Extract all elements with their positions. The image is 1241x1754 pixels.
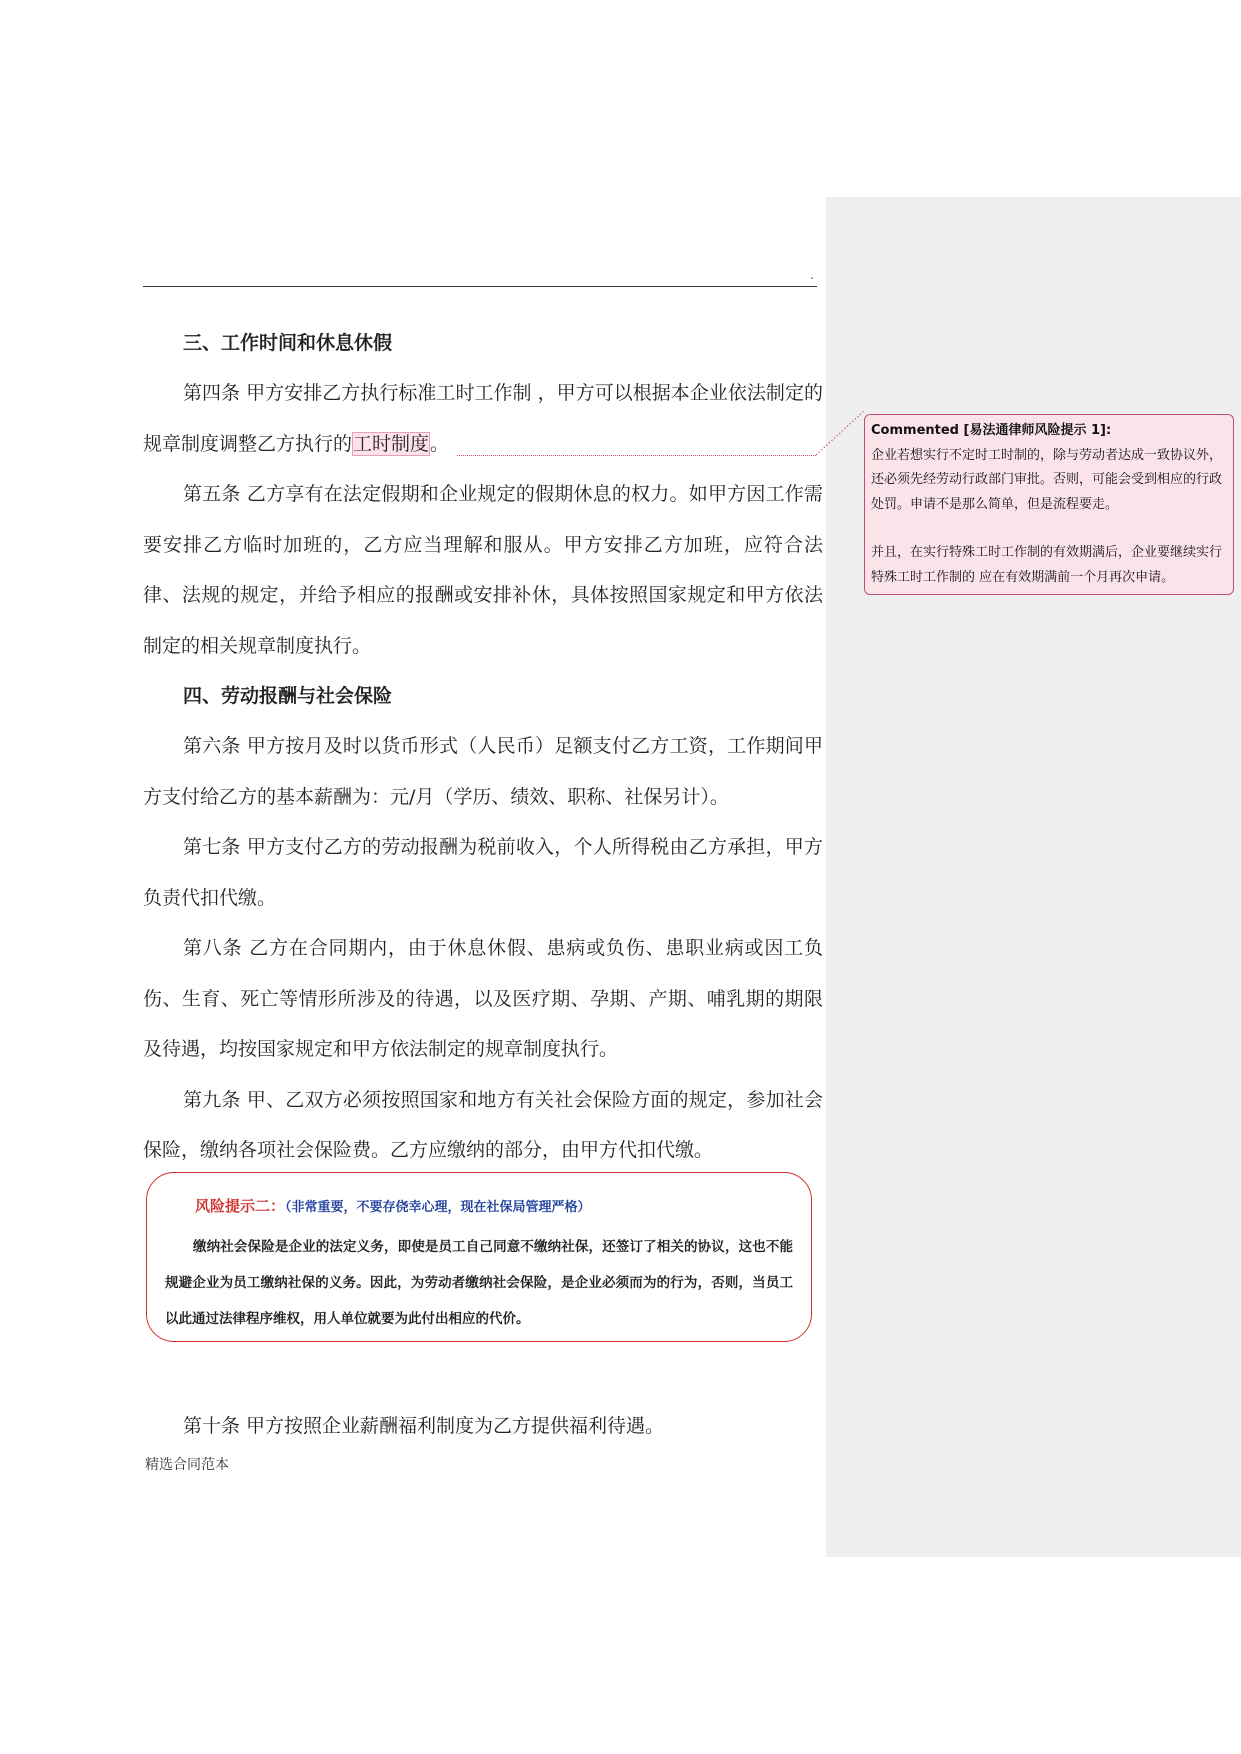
risk-tip-subtitle: （非常重要，不要存侥幸心理，现在社保局管理严格） xyxy=(285,1200,591,1215)
comment-balloon[interactable] xyxy=(864,414,1234,595)
comment-author: Commented [易法通律师风险提示 1]: xyxy=(871,423,1112,438)
header-rule xyxy=(143,286,817,287)
page-footer: 精选合同范本 xyxy=(145,1457,229,1473)
comment-text-1: 企业若想实行不定时工时制的，除与劳动者达成一致协议外，还必须先经劳动行政部门审批。否则，可能会受到相应的行政处罚。申请不是那么简单，但是流程要走。 xyxy=(871,447,1223,512)
article-10: 第十条 甲方按照企业薪酬福利制度为乙方提供福利待遇。 xyxy=(183,1415,665,1437)
risk-tip-title xyxy=(195,1193,793,1221)
article-8: 第八条 乙方在合同期内，由于休息休假、患病或负伤、患职业病或因工负伤、生育、死亡等情形所涉及的待遇，以及医疗期、孕期、产期、哺乳期的期限及待遇，均按国家规定和甲方依法制定的规章制度执行。 xyxy=(143,937,823,1060)
risk-tip-box xyxy=(146,1172,812,1342)
section-heading-work-hours: 三、工作时间和休息休假 xyxy=(183,332,393,354)
risk-tip-body: 缴纳社会保险是企业的法定义务，即使是员工自己同意不缴纳社保，还签订了相关的协议，这也不能规避企业为员工缴纳社保的义务。因此，为劳动者缴纳社会保险，是企业必须而为的行为，否则，当员工以此通过法律程序维权，用人单位就要为此付出相应的代价。 xyxy=(165,1239,793,1327)
commented-text-highlight[interactable]: 工时制度 xyxy=(353,432,430,455)
article-4-text: 第四条 甲方安排乙方执行标准工时工作制 ，甲方可以根据本企业依法制定的规章制度调整乙方执行的 xyxy=(143,382,823,455)
comment-anchor-connector xyxy=(815,410,865,456)
comment-text-2: 并且，在实行特殊工时工作制的有效期满后，企业要继续实行特殊工时工作制的 应在有效期满前一个月再次申请。 xyxy=(871,545,1223,585)
article-7: 第七条 甲方支付乙方的劳动报酬为税前收入，个人所得税由乙方承担，甲方负责代扣代缴。 xyxy=(143,836,823,909)
article-6: 第六条 甲方按月及时以货币形式（人民币）足额支付乙方工资，工作期间甲方支付给乙方的基本薪酬为：元/月（学历、绩效、职称、社保另计）。 xyxy=(143,735,823,808)
article-5: 第五条 乙方享有在法定假期和企业规定的假期休息的权力。如甲方因工作需要安排乙方临时加班的，乙方应当理解和服从。甲方安排乙方加班，应符合法律、法规的规定，并给予相应的报酬或安排补休，具体按照国家规定和甲方依法制定的相关规章制度执行。 xyxy=(143,483,823,657)
risk-tip-label: 风险提示二： xyxy=(195,1197,286,1215)
comment-spacer xyxy=(871,517,1227,541)
article-4 xyxy=(143,368,823,469)
article-9: 第九条 甲、乙双方必须按照国家和地方有关社会保险方面的规定，参加社会保险，缴纳各项社会保险费。乙方应缴纳的部分，由甲方代扣代缴。 xyxy=(143,1088,823,1161)
comment-anchor-line xyxy=(457,455,816,456)
comment-pane xyxy=(826,197,1241,1557)
document-body xyxy=(143,318,823,1176)
article-4-end: 。 xyxy=(430,432,450,455)
section-heading-pay-insurance: 四、劳动报酬与社会保险 xyxy=(183,685,393,707)
header-dot: . xyxy=(810,268,814,282)
